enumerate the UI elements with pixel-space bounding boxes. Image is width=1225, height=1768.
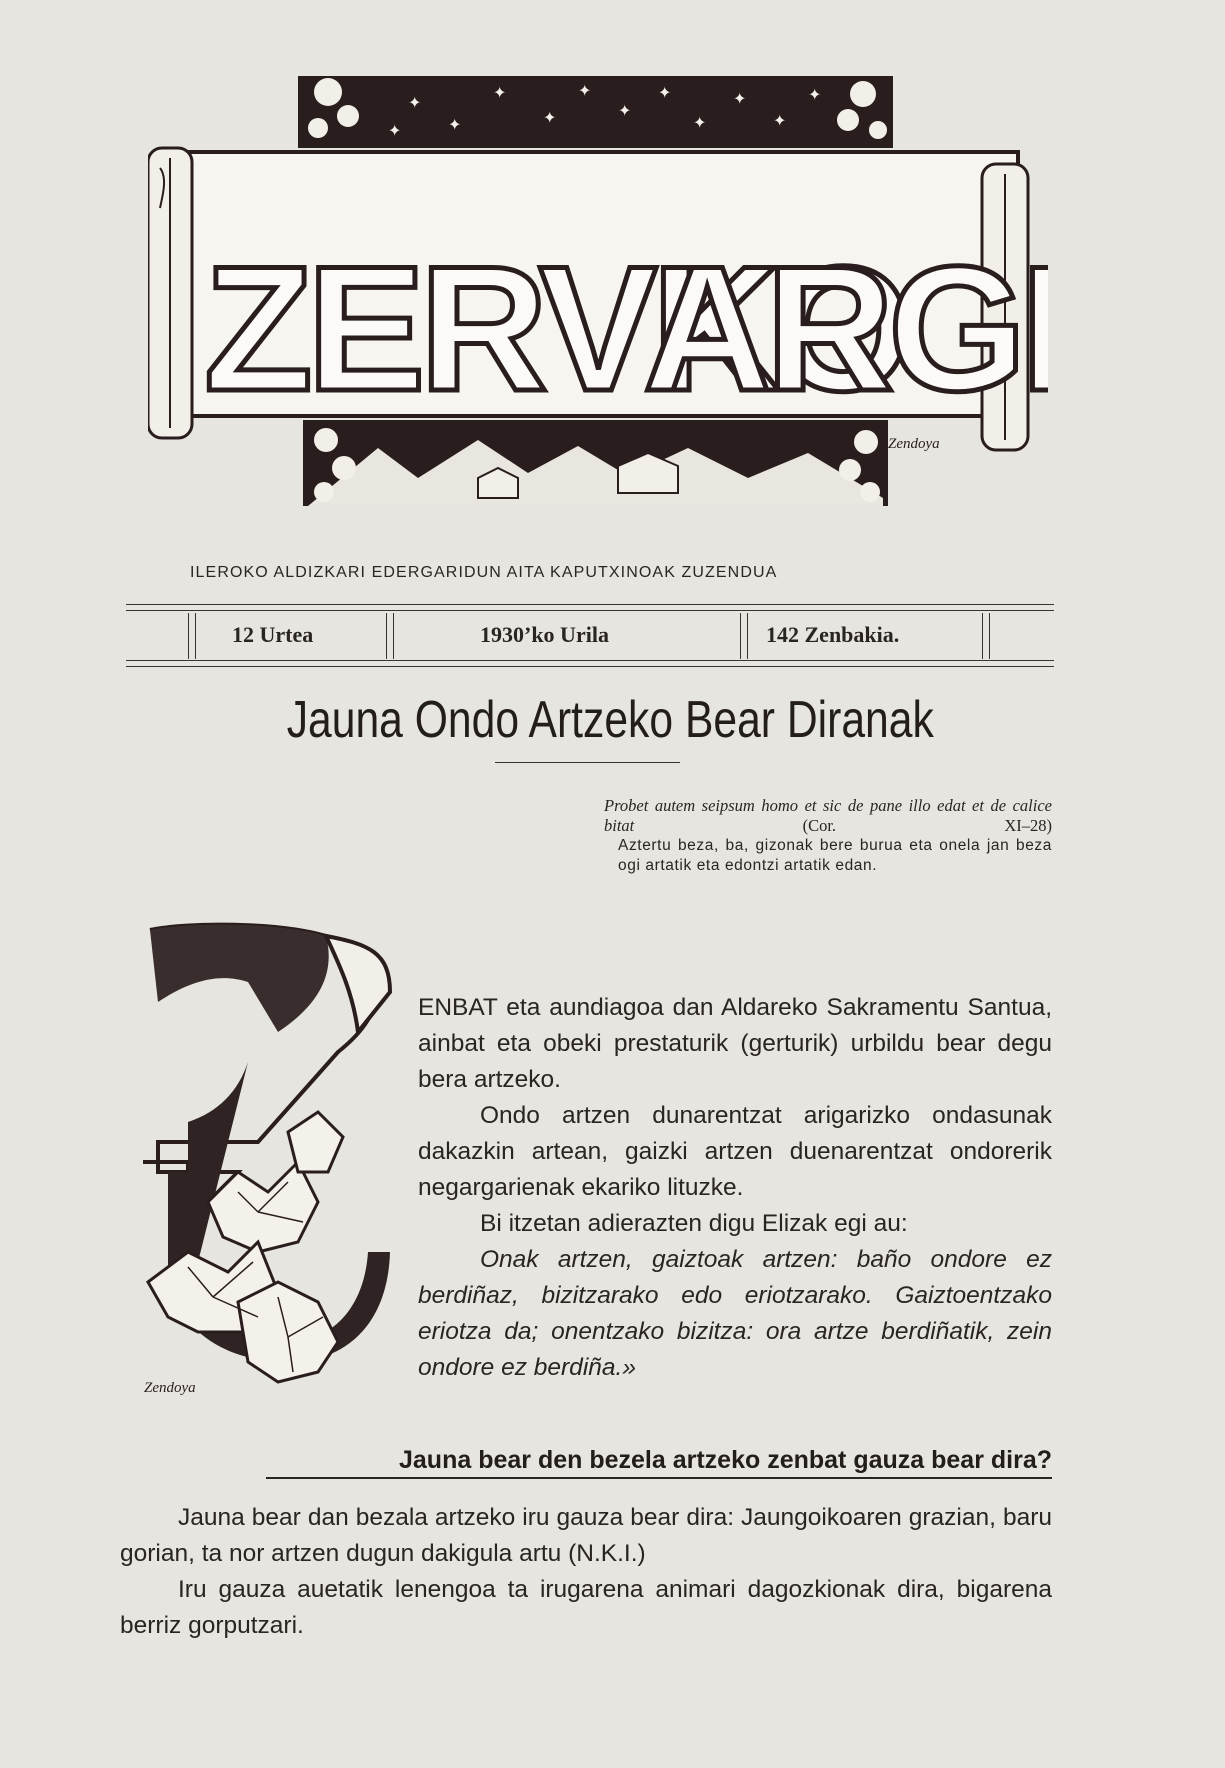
paragraph-6: Iru gauza auetatik lenengoa ta irugarena animari dagozkionak dira, bigarena berriz gorputzari. (120, 1576, 1052, 1639)
dropcap-letter: Z (258, 1122, 259, 1123)
svg-text:✦: ✦ (448, 115, 462, 134)
masthead-title-word-1: ZERVKO (204, 229, 907, 428)
svg-text:✦: ✦ (388, 121, 402, 140)
svg-text:✦: ✦ (618, 101, 632, 120)
paragraph-3: Bi itzetan adierazten digu Elizak egi au: (480, 1210, 908, 1237)
epigraph-latin: Probet autem seipsum homo et sic de pane illo edat et de calice bitat (604, 796, 1052, 835)
artist-signature: Zendoya (888, 436, 940, 452)
svg-text:✦: ✦ (693, 113, 707, 132)
paragraph-5: Jauna bear dan bezala artzeko iru gauza bear dira: Jaungoikoaren grazian, baru gorian, ta nor artzen dugun dakigula artu (N.K.I.) (120, 1504, 1052, 1567)
masthead (148, 68, 1048, 538)
svg-text:✦: ✦ (733, 89, 747, 108)
paragraph-1: ENBAT eta aundiagoa dan Aldareko Sakramentu Santua, ainbat eta obeki prestaturik (gerturik) urbildu bear degu bera artzeko. (418, 994, 1052, 1093)
svg-text:✦: ✦ (493, 83, 507, 102)
article-body-bottom (120, 1500, 1052, 1644)
masthead-title-word-2: ARGI (643, 229, 1048, 428)
svg-text:✦: ✦ (658, 83, 672, 102)
paragraph-4-quote: Onak artzen, gaiztoak artzen: baño ondore ez berdiñaz, bizitzarako edo eriotzarako. Gaiztoentzako eriotza da; onentzako bizitza: ora artze berdiñatik, zein ondore ez berdiña.» (418, 1246, 1052, 1381)
section-question: Jauna bear den bezela artzeko zenbat gauza bear dira? (266, 1446, 1052, 1479)
svg-text:✦: ✦ (773, 111, 787, 130)
epigraph-reference: (Cor. XI–28) (802, 816, 1052, 835)
svg-text:✦: ✦ (408, 93, 422, 112)
svg-text:✦: ✦ (578, 81, 592, 100)
masthead-illustration (148, 68, 1048, 538)
svg-text:✦: ✦ (543, 108, 557, 127)
title-underline (495, 762, 680, 763)
svg-text:✦: ✦ (808, 85, 822, 104)
epigraph-basque: Aztertu beza, ba, gizonak bere burua eta onela jan beza ogi artatik eta edontzi artatik edan. (618, 837, 1052, 874)
issue-label: 142 Zenbakia. (766, 622, 900, 647)
paragraph-2: Ondo artzen dunarentzat arigarizko ondasunak dakazkin artean, gaizki artzen duenarentzat ondorerik negargarienak ekariko lituzke. (418, 1102, 1052, 1201)
article-body-right (418, 990, 1052, 1386)
dropcap-illustration (128, 922, 410, 1430)
info-bar (126, 602, 1054, 668)
dropcap-signature: Zendoya (144, 1380, 196, 1396)
date-label: 1930’ko Urila (480, 622, 609, 647)
epigraph (604, 796, 1052, 876)
year-label: 12 Urtea (232, 622, 314, 647)
article-title: Jauna Ondo Artzeko Bear Diranak (286, 691, 934, 749)
subtitle: ILEROKO ALDIZKARI EDERGARIDUN AITA KAPUTXINOAK ZUZENDUA (190, 564, 778, 581)
